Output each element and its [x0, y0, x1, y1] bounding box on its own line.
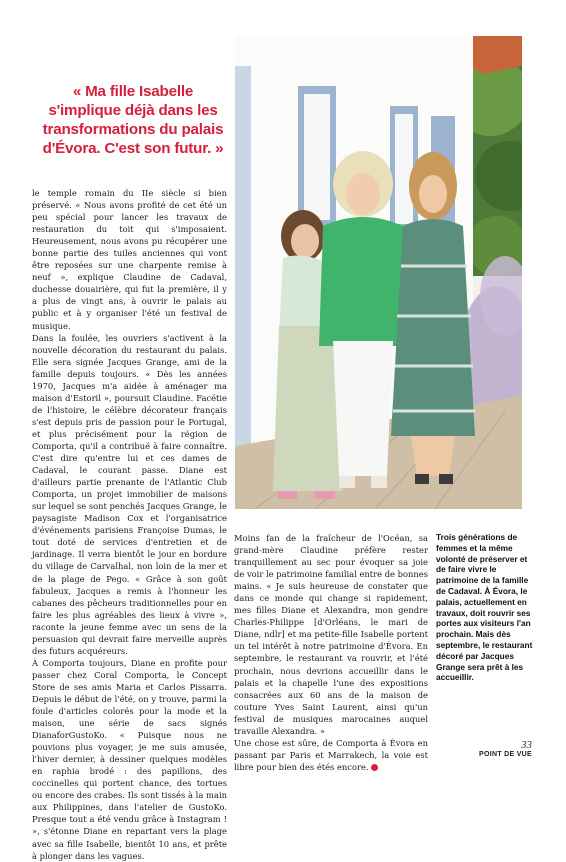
- article-column-middle: [234, 532, 428, 773]
- page-number: 33: [521, 739, 532, 751]
- family-photo: [235, 36, 522, 509]
- article-paragraph: le temple romain du IIe siècle si bien préservé. « Nous avons profité de cet été un peu spécial pour lancer les travaux de restauration du toit qui s'imposaient. Heureusement, nous avons pu récupérer une bonne partie des tuiles anciennes qui vont être reposées sur une charpente remise à neuf », explique Claudine de Cadaval, duchesse douairière, qui fut la première, il y a plus de vingt ans, à ouvrir le palais au public et à y organiser l'été un festival de musique.: [32, 188, 227, 331]
- pull-quote: « Ma fille Isabelle s'implique déjà dans les transformations du palais d'Évora. C'est son futur. »: [42, 83, 224, 157]
- article-paragraph: Dans la foulée, les ouvriers s'activent à la nouvelle décoration du restaurant du palais. Elle sera signée Jacques Grange, ami de la famille depuis toujours. « Dès les années 1970, Jacques m'a aidée à aménager ma maison d'Estoril », poursuit Claudine. Facétie de l'histoire, le célèbre décorateur français s'est depuis pris de passion pour le Portugal, et plus précisément pour la région de Comporta, qu'il a contribué à faire connaître. C'est dire qu'entre lui et ces dames de Cadaval, le courant passe. Diane est d'ailleurs partie prenante de l'Atlantic Club Comporta, un projet immobilier de maisons sur lequel se sont penchés Jacques Grange, le paysagiste Madison Cox et l'organisatrice d'événements parisiens Françoise Dumas, le tout doté de services d'entretien et de jardinage. Il verra bientôt le jour en bordure du village de Carvalhal, non loin de la mer et de la plage de Pego. « Grâce à son goût fabuleux, Jacques a remis à l'honneur les cabanes des pêcheurs traditionnelles pour en faire les plus agréables des lieux à vivre », raconte la jeune femme avec un sens de la persuasion qui devrait faire merveille auprès des futurs acquéreurs.: [32, 332, 227, 656]
- article-closing-sentence: Une chose est sûre, de Comporta à Évora en passant par Paris et Marrakech, la voie est libre pour bien des étés encore.: [234, 737, 428, 772]
- article-paragraph: À Comporta toujours, Diane en profite pour passer chez Coral Comporta, le Concept Store de ses amis Maria et Carlos Pissarra. Depuis le début de l'été, on y trouve, parmi la foule d'articles colorés pour la mode et la maison, une série de sacs signés DianaforGustoKo. « Puisque nous ne pouvions plus voyager, je me suis amusée, l'hiver dernier, à dessiner quelques modèles en raphia brodé : des papillons, des coccinelles qui portent chance, des tortues ou encore des crabes. Ils sont tissés à la main aux Philippines, dans l'atelier de GustoKo. Presque tout a été vendu grâce à Instagram ! », s'étonne Diane en repartant vers la plage avec sa fille Isabelle, bientôt 10 ans, et prête à plonger dans les vagues.: [32, 657, 227, 861]
- magazine-name: POINT DE VUE: [479, 751, 532, 758]
- end-mark-icon: [371, 764, 378, 771]
- photo-caption: Trois générations de femmes et la même volonté de préserver et de faire vivre le patrimoine de la famille de Cadaval. À Évora, le palais, actuellement en travaux, doit rouvrir ses portes aux visiteurs l'an prochain. Mais dès septembre, le restaurant décoré par Jacques Grange sera prêt à les accueillir.: [436, 532, 533, 683]
- article-column-left: [32, 187, 227, 862]
- article-paragraph: Moins fan de la fraîcheur de l'Océan, sa grand-mère Claudine préfère rester tranquillement au sec pour évoquer sa joie de voir le patrimoine familial entre de bonnes mains. « Je suis heureuse de constater que dans ce monde qui change si rapidement, mes filles Diane et Alexandra, mon gendre Charles-Philippe [d'Orléans, le mari de Diane, ndlr] et ma petite-fille Isabelle portent un tel intérêt à notre patrimoine d'Évora. En septembre, le restaurant va rouvrir, et l'été prochain, nous devrions accueillir dans le palais et la chapelle l'une des expositions consacrées aux 60 ans de la maison de couture Yves Saint Laurent, ainsi qu'un festival de musiques marocaines auquel travaille Alexandra. »: [234, 533, 428, 736]
